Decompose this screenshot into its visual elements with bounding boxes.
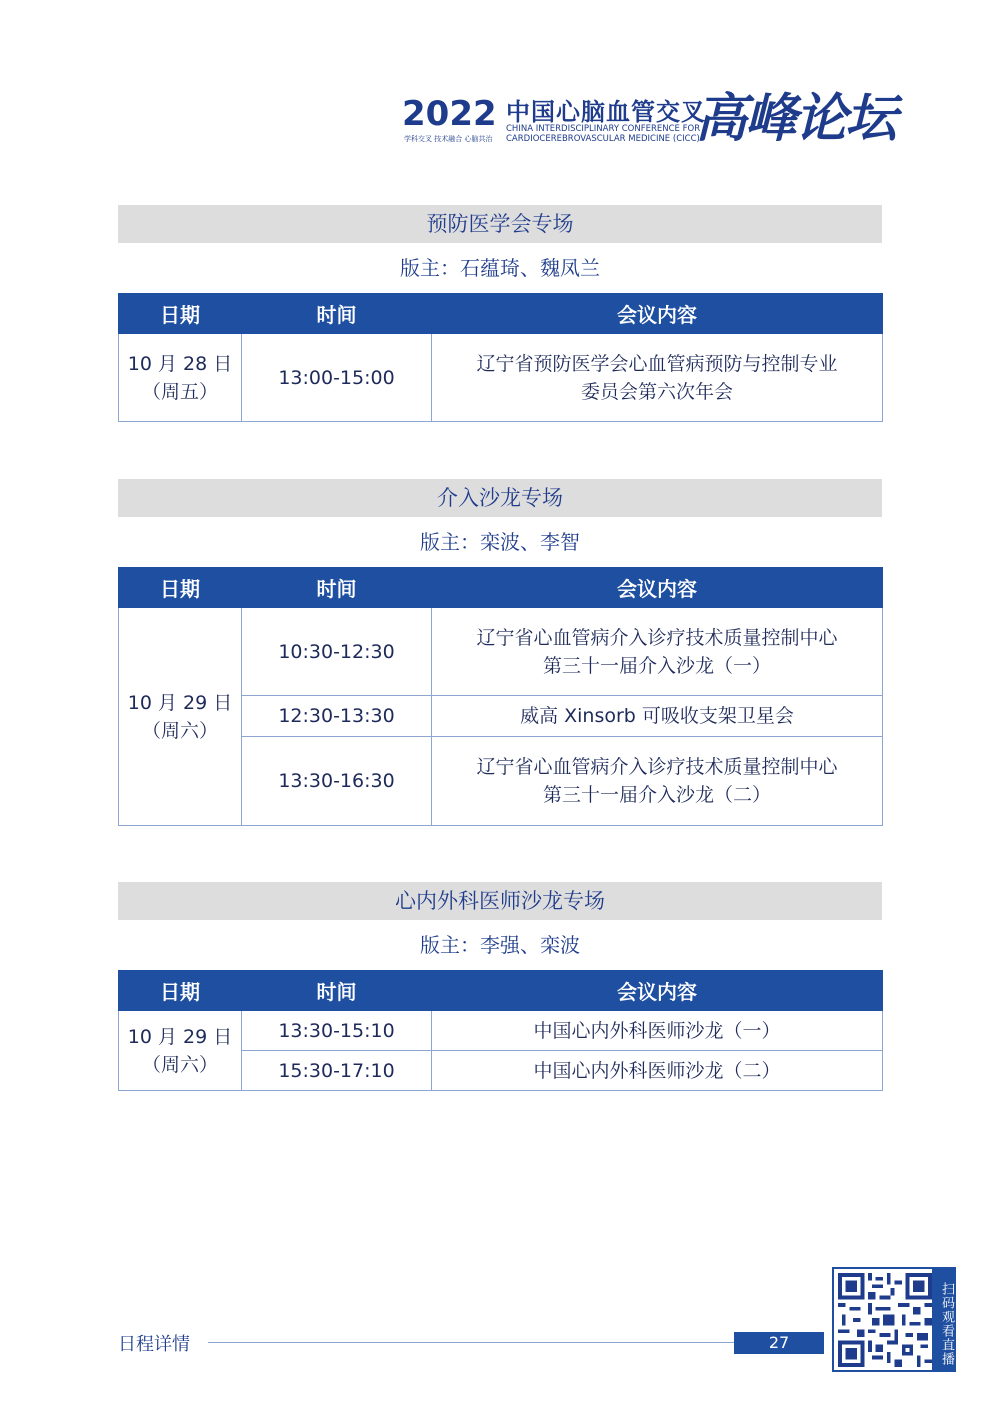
page-number: 27: [734, 1332, 824, 1354]
content-cell: 中国心内外科医师沙龙（一）: [432, 1011, 883, 1051]
content-cell: [432, 334, 883, 422]
weekday-text: （周六）: [141, 1053, 218, 1076]
content-line-2: 第三十一届介入沙龙（二）: [542, 784, 771, 806]
table-row: [119, 334, 883, 422]
header-content: 会议内容: [432, 971, 883, 1011]
content-cell: 威高 Xinsorb 可吸收支架卫星会: [432, 696, 883, 737]
time-cell: 13:30-16:30: [242, 737, 432, 826]
section-title: 心内外科医师沙龙专场: [118, 882, 882, 920]
footer-label: 日程详情: [118, 1334, 190, 1355]
logo-calligraphy: 高峰论坛: [695, 88, 896, 149]
section-intervention-salon: [118, 479, 882, 826]
header-content: 会议内容: [432, 568, 883, 608]
content-line-1: 辽宁省心血管病介入诊疗技术质量控制中心: [476, 756, 838, 778]
section-cardiac-surgery-salon: [118, 882, 882, 1091]
time-cell: 13:00-15:00: [242, 334, 432, 422]
table-row: [119, 1011, 883, 1051]
logo-title-en: CHINA INTERDISCIPLINARY CONFERENCE FOR CARDIOCEREBROVASCULAR MEDICINE (CICC): [506, 124, 701, 144]
content-line-1: 辽宁省心血管病介入诊疗技术质量控制中心: [476, 626, 838, 649]
date-text: 10 月 29 日: [127, 691, 233, 714]
time-cell: 10:30-12:30: [242, 608, 432, 696]
logo-year: 2022: [402, 94, 497, 134]
weekday-text: （周六）: [141, 719, 218, 742]
date-cell: [119, 608, 242, 826]
content-line-1: 辽宁省预防医学会心血管病预防与控制专业: [476, 352, 838, 375]
logo-title-cn: 中国心脑血管交叉: [506, 98, 706, 126]
time-cell: 13:30-15:10: [242, 1011, 432, 1051]
header-date: 日期: [119, 568, 242, 608]
conference-logo: [400, 82, 896, 172]
content-cell: 中国心内外科医师沙龙（二）: [432, 1051, 883, 1091]
header-content: 会议内容: [432, 294, 883, 334]
header-time: 时间: [242, 971, 432, 1011]
date-cell: [119, 1011, 242, 1091]
schedule-table: [118, 567, 883, 826]
live-stream-qr-box[interactable]: [832, 1267, 956, 1372]
section-title: 介入沙龙专场: [118, 479, 882, 517]
qr-caption: 扫码观看直播: [932, 1269, 954, 1370]
time-cell: 12:30-13:30: [242, 696, 432, 737]
footer-divider: [208, 1342, 734, 1343]
section-host: 版主：石蕴琦、魏凤兰: [400, 256, 600, 280]
table-header-row: [119, 971, 883, 1011]
header-time: 时间: [242, 294, 432, 334]
header-date: 日期: [119, 971, 242, 1011]
section-title: 预防医学会专场: [118, 205, 882, 243]
content-cell: [432, 737, 883, 826]
content-cell: [432, 608, 883, 696]
schedule-table: [118, 970, 883, 1091]
content-line-2: 委员会第六次年会: [580, 380, 733, 403]
table-header-row: [119, 568, 883, 608]
section-host: 版主：李强、栾波: [420, 933, 580, 957]
logo-slogan: 学科交叉 技术融合 心脑共治: [404, 135, 493, 143]
time-cell: 15:30-17:10: [242, 1051, 432, 1091]
content-line-2: 第三十一届介入沙龙（一）: [542, 654, 771, 677]
header-date: 日期: [119, 294, 242, 334]
header-time: 时间: [242, 568, 432, 608]
date-cell: [119, 334, 242, 422]
date-text: 10 月 29 日: [127, 1025, 233, 1048]
schedule-table: [118, 293, 883, 422]
section-prevention: [118, 205, 882, 422]
date-text: 10 月 28 日: [127, 352, 233, 375]
table-row: [119, 608, 883, 696]
qr-code-icon[interactable]: [838, 1273, 932, 1367]
table-header-row: [119, 294, 883, 334]
section-host: 版主：栾波、李智: [420, 530, 580, 554]
weekday-text: （周五）: [141, 380, 218, 403]
